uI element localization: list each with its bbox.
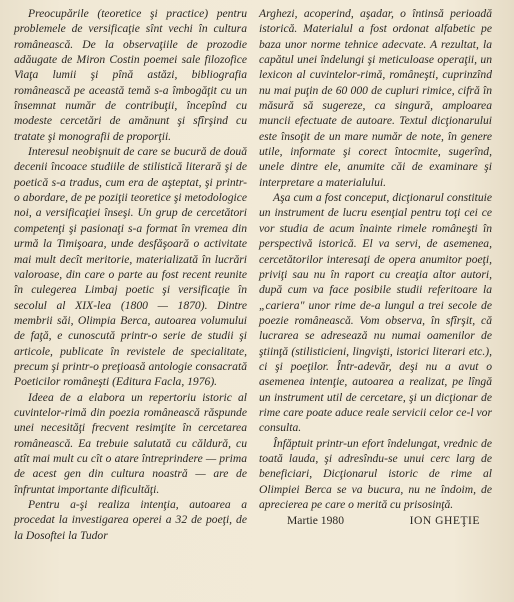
paragraph: Pentru a-şi realiza intenţia, autoarea a procedat la investigarea operei a 32 de poeţi, de la Dosoftei la Tudor bbox=[14, 498, 247, 542]
date: Martie 1980 bbox=[287, 514, 344, 528]
paragraph: Aşa cum a fost conceput, dicţionarul constituie un instrument de lucru esenţial pentru toţi cei ce vor studia de acum înainte rimele româneşti în perspectivă istorică. El va servi, de asemenea, cercetătorilor interesaţi de opera anumitor poeţi, priviţi sau nu în raport cu creaţia altor autori, după cum va face posibile studii referitoare la „cariera" unor rime de-a lungul a trei secole de poezie românească. Vom observa, în sfîrşit, că lucrarea se adresează nu numai oamenilor de ştiinţă (stilisticieni, lingvişti, istorici literari etc.), ci şi poeţilor. Într-adevăr, deşi nu a avut o asemenea intenţie, autoarea a realizat, pe lîngă un instrument util de cercetare, şi un dicţionar de rime care poate aduce reale servicii celor ce-l vor consulta. bbox=[259, 191, 492, 435]
author-signature: ION GHEŢIE bbox=[409, 514, 480, 528]
left-column bbox=[14, 6, 247, 543]
closing-row bbox=[259, 513, 492, 528]
paragraph: Ideea de a elabora un repertoriu istoric al cuvintelor-rimă din poezia românească răspunde unei necesităţi frecvent resimţite în cercetarea românească. Ea trebuie salutată cu căldură, cu atît mai mult cu cît o atare întreprindere — prima de acest gen din cultura noastră — are de înfruntat importante dificultăţi. bbox=[14, 390, 247, 496]
paragraph: Arghezi, acoperind, aşadar, o întinsă perioadă istorică. Materialul a fost ordonat alfabetic pe baza unor norme tehnice adecvate. A rezultat, la capătul unei îndelungi şi meticuloase operaţii, un lexicon al cuvintelor-rimă, româneşti, cuprinzînd nu mai puţin de 60 000 de cupluri rimice, cifră în măsură să sugereze, ca singură, amploarea muncii efectuate de autoare. Textul dicţionarului este însoţit de un mare număr de note, în genere utile, informate şi corect întocmite, sugerînd, unele dintre ele, anumite căi de examinare şi interpretare a materialului. bbox=[259, 7, 492, 189]
paragraph: Înfăptuit printr-un efort îndelungat, vrednic de toată lauda, şi adresîndu-se unui cerc larg de beneficiari, Dicţionarul istoric de rime al Olimpiei Berca se va bucura, nu ne îndoim, de aprecierea pe care o merită cu prisosinţă. bbox=[259, 436, 492, 511]
paragraph: Preocupările (teoretice şi practice) pentru problemele de versificaţie sînt vechi în cultura românească. De la observaţiile de prozodie adăugate de Miron Costin poemei sale filozofice Viaţa lumii şi pînă astăzi, bibliografia românească pe această temă s-a îmbogăţit cu un însemnat număr de contribuţii, începînd cu modeste cercetări de amănunt şi sfîrşind cu tratate şi monografii de proporţii. bbox=[14, 7, 247, 143]
paragraph: Interesul neobişnuit de care se bucură de două decenii încoace studiile de stilistică literară şi de poetică s-a tradus, cum era de aşteptat, şi printr-o abordare, de pe poziţii teoretice şi metodologice noi, a versificaţiei înseşi. Un grup de cercetători competenţi şi pasionaţi s-a format în vremea din urmă la Timişoara, unde desfăşoară o activitate mai mult decît meritorie, materializată în lucrări valoroase, din care o parte au fost recent reunite în culegerea Limbaj poetic şi versificaţie în secolul al XIX-lea (1800 — 1870). Dintre membrii săi, Olimpia Berca, autoarea volumului de faţă, e cunoscută printr-o serie de studii şi articole, publicate în revistele de specialitate, precum şi printr-o preţioasă antologie consacrată Poeticilor româneşti (Editura Facla, 1976). bbox=[14, 145, 247, 389]
right-column bbox=[259, 6, 492, 529]
